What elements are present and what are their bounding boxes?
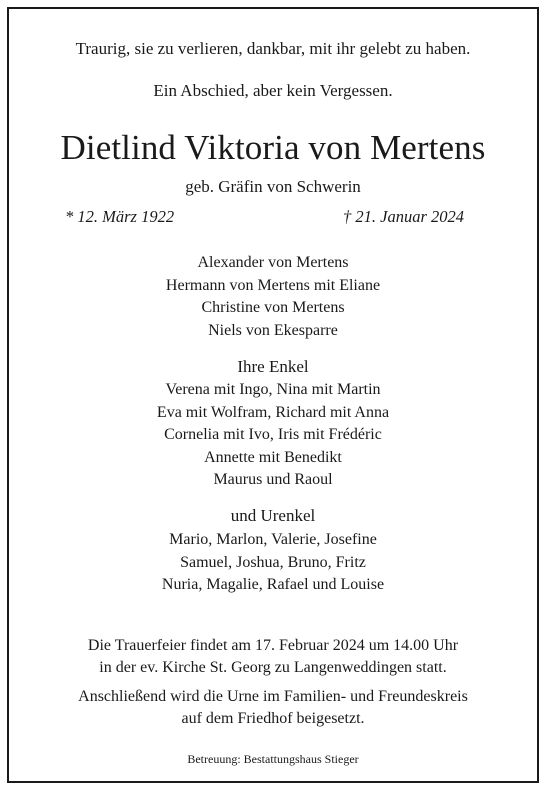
list-item: Mario, Marlon, Valerie, Josefine <box>169 531 377 548</box>
burial-notice <box>9 686 537 730</box>
list-item: Annette mit Benedikt <box>204 448 342 466</box>
deceased-name: Dietlind Viktoria von Mertens <box>60 128 486 167</box>
funeral-notice <box>9 635 537 679</box>
great-grandchildren-list <box>9 529 537 597</box>
list-item: Maurus und Raoul <box>213 471 333 488</box>
list-item: Cornelia mit Ivo, Iris mit Frédéric <box>164 426 382 443</box>
grandchildren-list <box>9 379 537 492</box>
list-item: Nuria, Magalie, Rafael und Louise <box>161 576 385 593</box>
children-list <box>9 252 537 342</box>
notice-line: Anschließend wird die Urne im Familien- und Freundeskreis <box>78 688 468 705</box>
great-grandchildren-heading: und Urenkel <box>230 506 316 525</box>
grandchildren-heading: Ihre Enkel <box>237 357 309 376</box>
notice-line: Die Trauerfeier findet am 17. Februar 2024 um 14.00 Uhr <box>87 637 459 654</box>
list-item: Niels von Ekesparre <box>208 321 338 339</box>
notice-line: auf dem Friedhof beigesetzt. <box>181 710 365 727</box>
birth-name: geb. Gräfin von Schwerin <box>185 177 361 196</box>
death-date: † 21. Januar 2024 <box>343 207 464 226</box>
notice-line: in der ev. Kirche St. Georg zu Langenweddingen statt. <box>99 659 447 676</box>
list-item: Samuel, Joshua, Bruno, Fritz <box>180 553 366 571</box>
motto-line-1: Traurig, sie zu verlieren, dankbar, mit ihr gelebt zu haben. <box>75 39 471 58</box>
list-item: Hermann von Mertens mit Eliane <box>165 276 381 294</box>
motto-line-2: Ein Abschied, aber kein Vergessen. <box>153 81 393 100</box>
obituary-frame <box>7 7 539 783</box>
birth-date: * 12. März 1922 <box>65 207 175 226</box>
list-item: Alexander von Mertens <box>197 254 349 271</box>
funeral-home-credit: Betreuung: Bestattungshaus Stieger <box>187 752 359 766</box>
list-item: Eva mit Wolfram, Richard mit Anna <box>156 403 390 421</box>
list-item: Christine von Mertens <box>201 299 345 316</box>
list-item: Verena mit Ingo, Nina mit Martin <box>165 381 381 398</box>
